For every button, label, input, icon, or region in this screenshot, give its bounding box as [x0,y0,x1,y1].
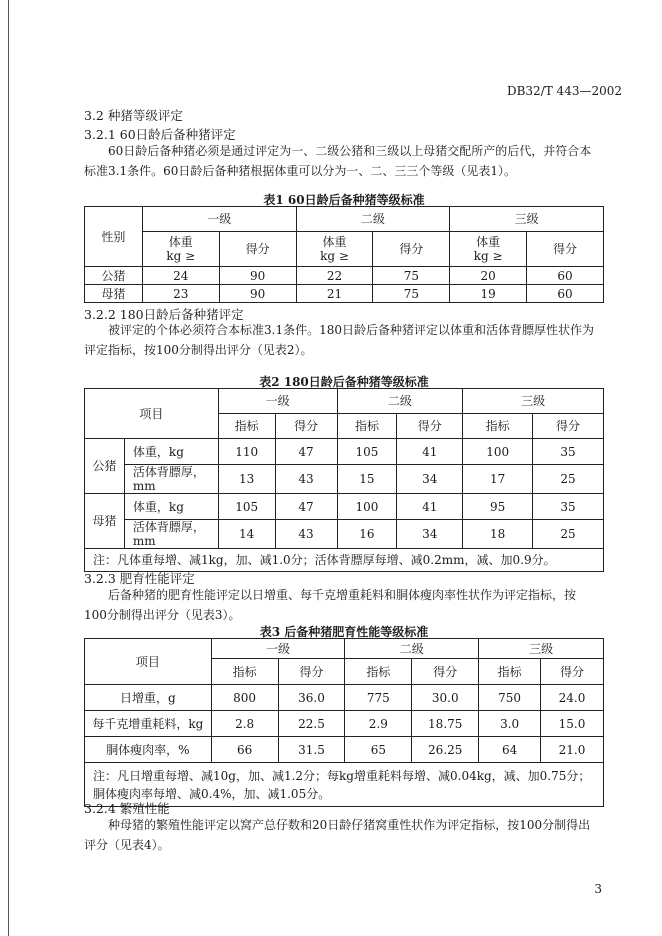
table2-cell: 105 [337,439,397,465]
table3-grade-3: 三级 [479,639,604,659]
table2-grade-2: 二级 [337,389,463,414]
section-3-2-1-text: 60日龄后备种猪必须是通过评定为一、二级公猪和三级以上母猪交配所产的后代，并符合本标准3.1条件。60日龄后备种猪根据体重可以分为一、二、三三个等级（见表1）。 [84,144,592,178]
table3-cell: 2.8 [211,711,278,737]
table1-cell: 90 [219,285,296,303]
weight-unit: kg ≥ [473,249,503,263]
table2-cell: 14 [218,520,275,549]
table1-sex-cell: 公猪 [85,267,143,285]
table3-index-header: 指标 [211,659,278,685]
scan-edge-line [8,0,9,936]
table2-score-header: 得分 [533,414,604,439]
table3-cell: 24.0 [541,685,604,711]
table3-score-header: 得分 [541,659,604,685]
table1 [84,206,604,303]
weight-unit: kg ≥ [166,249,196,263]
table2-sex-cell: 母猪 [85,494,125,549]
table2-cell: 34 [397,465,463,494]
table3-item-cell: 日增重，g [85,685,212,711]
table2-item-cell: 体重，kg [124,494,218,520]
table3-grade-1: 一级 [211,639,345,659]
table2-score-header: 得分 [397,414,463,439]
page-number: 3 [594,882,602,896]
table1-cell: 19 [450,285,527,303]
table1-weight-header [450,232,527,267]
table3-cell: 21.0 [541,737,604,763]
table1-header-sex: 性别 [85,207,143,267]
table2-cell: 43 [275,520,337,549]
section-3-2-2-title: 3.2.2 180日龄后备种猪评定 [84,307,244,322]
table2-header-item: 项目 [85,389,219,439]
table2-index-header: 指标 [463,414,533,439]
table3-header-item: 项目 [85,639,212,685]
table2-item-cell: 体重，kg [124,439,218,465]
table2-cell: 41 [397,439,463,465]
table1-score-header: 得分 [373,232,450,267]
table1-weight-header [296,232,373,267]
section-3-2-3-text: 后备种猪的肥育性能评定以日增重、每千克增重耗料和胴体瘦肉率性状作为评定指标，按100分制得出评分（见表3）。 [84,588,577,622]
table3-cell: 22.5 [278,711,345,737]
table2-item-cell: 活体背膘厚，mm [124,465,218,494]
table3-cell: 18.75 [412,711,479,737]
table3-index-header: 指标 [345,659,412,685]
table2-cell: 95 [463,494,533,520]
table1-cell: 60 [527,267,604,285]
table3-cell: 26.25 [412,737,479,763]
table1-cell: 23 [142,285,219,303]
table2-cell: 25 [533,520,604,549]
table3-cell: 30.0 [412,685,479,711]
table1-cell: 22 [296,267,373,285]
section-3-2-2-text: 被评定的个体必须符合本标准3.1条件。180日龄后备种猪评定以体重和活体背膘厚性状作为评定指标，按100分制得出评分（见表2）。 [84,323,594,357]
table2-cell: 35 [533,439,604,465]
table2-cell: 13 [218,465,275,494]
table2-cell: 100 [463,439,533,465]
table1-cell: 20 [450,267,527,285]
section-3-2-title: 3.2 种猪等级评定 [84,108,183,123]
table3-score-header: 得分 [278,659,345,685]
table2-cell: 100 [337,494,397,520]
table1-grade-3: 三级 [450,207,604,232]
table3-item-cell: 胴体瘦肉率，% [85,737,212,763]
table1-cell: 75 [373,285,450,303]
table1-caption: 表1 60日龄后备种猪等级标准 [263,193,425,207]
table3-note: 注：凡日增重每增、减10g，加、减1.2分；每kg增重耗料每增、减0.04kg，减、加0.75分；胴体瘦肉率每增、减0.4%，加、减1.05分。 [85,763,604,807]
table3-grade-2: 二级 [345,639,479,659]
weight-label: 体重 [476,235,501,249]
table1-grade-2: 二级 [296,207,450,232]
standard-code: DB32/T 443—2002 [506,84,622,98]
table1-grade-1: 一级 [142,207,296,232]
table3-score-header: 得分 [412,659,479,685]
table3-cell: 31.5 [278,737,345,763]
table3-index-header: 指标 [479,659,541,685]
table2 [84,388,604,572]
weight-label: 体重 [322,235,347,249]
table3-cell: 800 [211,685,278,711]
table2-cell: 41 [397,494,463,520]
table2-cell: 105 [218,494,275,520]
table2-cell: 17 [463,465,533,494]
table1-cell: 90 [219,267,296,285]
table3-cell: 15.0 [541,711,604,737]
weight-unit: kg ≥ [320,249,349,263]
table2-caption: 表2 180日龄后备种猪等级标准 [259,375,429,389]
table3-cell: 750 [479,685,541,711]
section-3-2-4-title: 3.2.4 繁殖性能 [84,801,170,816]
table2-cell: 15 [337,465,397,494]
table2-sex-cell: 公猪 [85,439,125,494]
table2-cell: 16 [337,520,397,549]
table2-cell: 47 [275,494,337,520]
table3-cell: 65 [345,737,412,763]
table3 [84,638,604,807]
table2-index-header: 指标 [218,414,275,439]
table2-cell: 110 [218,439,275,465]
table1-weight-header [142,232,219,267]
table2-cell: 43 [275,465,337,494]
table2-note: 注：凡体重每增、减1kg，加、减1.0分；活体背膘厚每增、减0.2mm，减、加0.9分。 [85,549,604,572]
table3-cell: 3.0 [479,711,541,737]
table1-score-header: 得分 [219,232,296,267]
table3-cell: 66 [211,737,278,763]
table1-cell: 24 [142,267,219,285]
table1-cell: 21 [296,285,373,303]
weight-label: 体重 [168,235,193,249]
table2-cell: 47 [275,439,337,465]
table3-cell: 64 [479,737,541,763]
table2-index-header: 指标 [337,414,397,439]
table2-cell: 35 [533,494,604,520]
table3-cell: 2.9 [345,711,412,737]
table2-cell: 25 [533,465,604,494]
table3-caption: 表3 后备种猪肥育性能等级标准 [259,625,429,639]
section-3-2-1-title: 3.2.1 60日龄后备种猪评定 [84,127,236,142]
table2-cell: 18 [463,520,533,549]
table3-cell: 36.0 [278,685,345,711]
table1-sex-cell: 母猪 [85,285,143,303]
table2-grade-1: 一级 [218,389,337,414]
table1-score-header: 得分 [527,232,604,267]
table3-cell: 775 [345,685,412,711]
section-3-2-4-text: 种母猪的繁殖性能评定以窝产总仔数和20日龄仔猪窝重性状作为评定指标，按100分制得出评分（见表4）。 [84,818,591,852]
table2-score-header: 得分 [275,414,337,439]
table1-cell: 60 [527,285,604,303]
section-3-2-3-title: 3.2.3 肥育性能评定 [84,571,195,586]
table2-cell: 34 [397,520,463,549]
table2-item-cell: 活体背膘厚，mm [124,520,218,549]
table3-item-cell: 每千克增重耗料，kg [85,711,212,737]
table2-grade-3: 三级 [463,389,604,414]
table1-cell: 75 [373,267,450,285]
